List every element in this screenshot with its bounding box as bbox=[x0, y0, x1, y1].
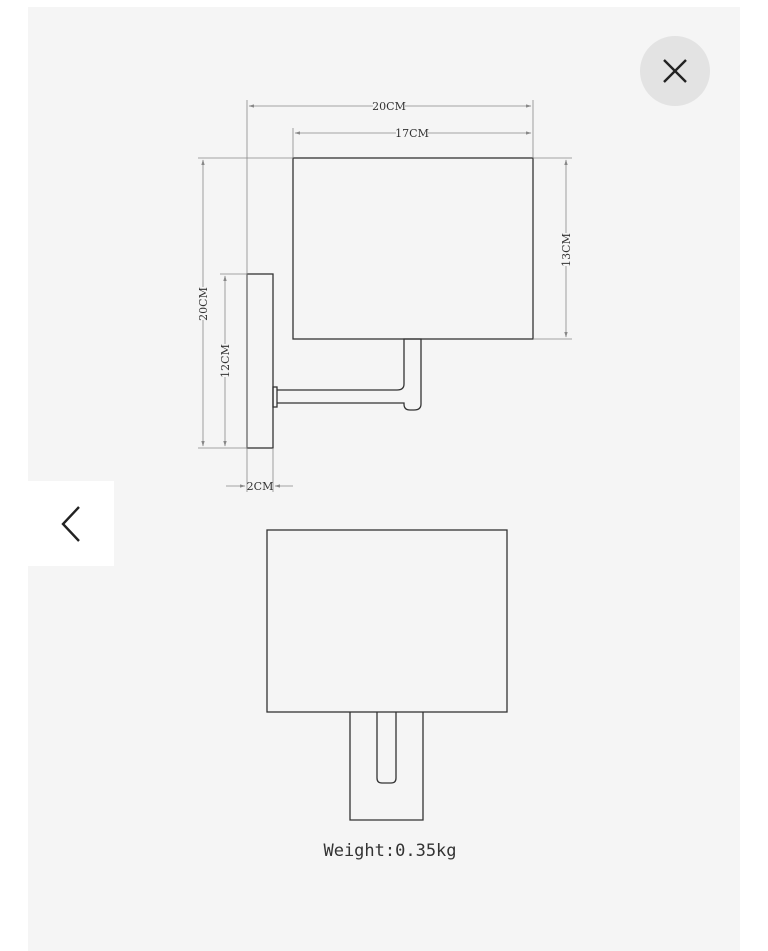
dim-backplate-depth-label: 2CM bbox=[246, 480, 274, 493]
previous-image-button[interactable] bbox=[28, 481, 114, 566]
dim-shade-height-label: 13CM bbox=[560, 233, 573, 267]
weight-label: Weight:0.35kg bbox=[323, 841, 457, 861]
dim-width-total-label: 20CM bbox=[372, 100, 406, 113]
side-view-knob bbox=[273, 387, 277, 407]
side-view-backplate bbox=[247, 274, 273, 448]
front-view-backplate bbox=[350, 712, 423, 820]
close-icon bbox=[661, 57, 689, 85]
front-view-stem bbox=[377, 712, 396, 783]
dimension-lines bbox=[198, 100, 572, 492]
side-view-arm bbox=[277, 339, 421, 410]
front-view bbox=[267, 530, 507, 820]
dim-backplate-height-label: 12CM bbox=[219, 344, 232, 378]
chevron-left-icon bbox=[59, 504, 83, 544]
dim-shade-width-label: 17CM bbox=[395, 127, 429, 140]
side-view bbox=[247, 158, 533, 448]
side-view-shade bbox=[293, 158, 533, 339]
close-button[interactable] bbox=[640, 36, 710, 106]
front-view-shade bbox=[267, 530, 507, 712]
dim-total-height-label: 20CM bbox=[197, 287, 210, 321]
